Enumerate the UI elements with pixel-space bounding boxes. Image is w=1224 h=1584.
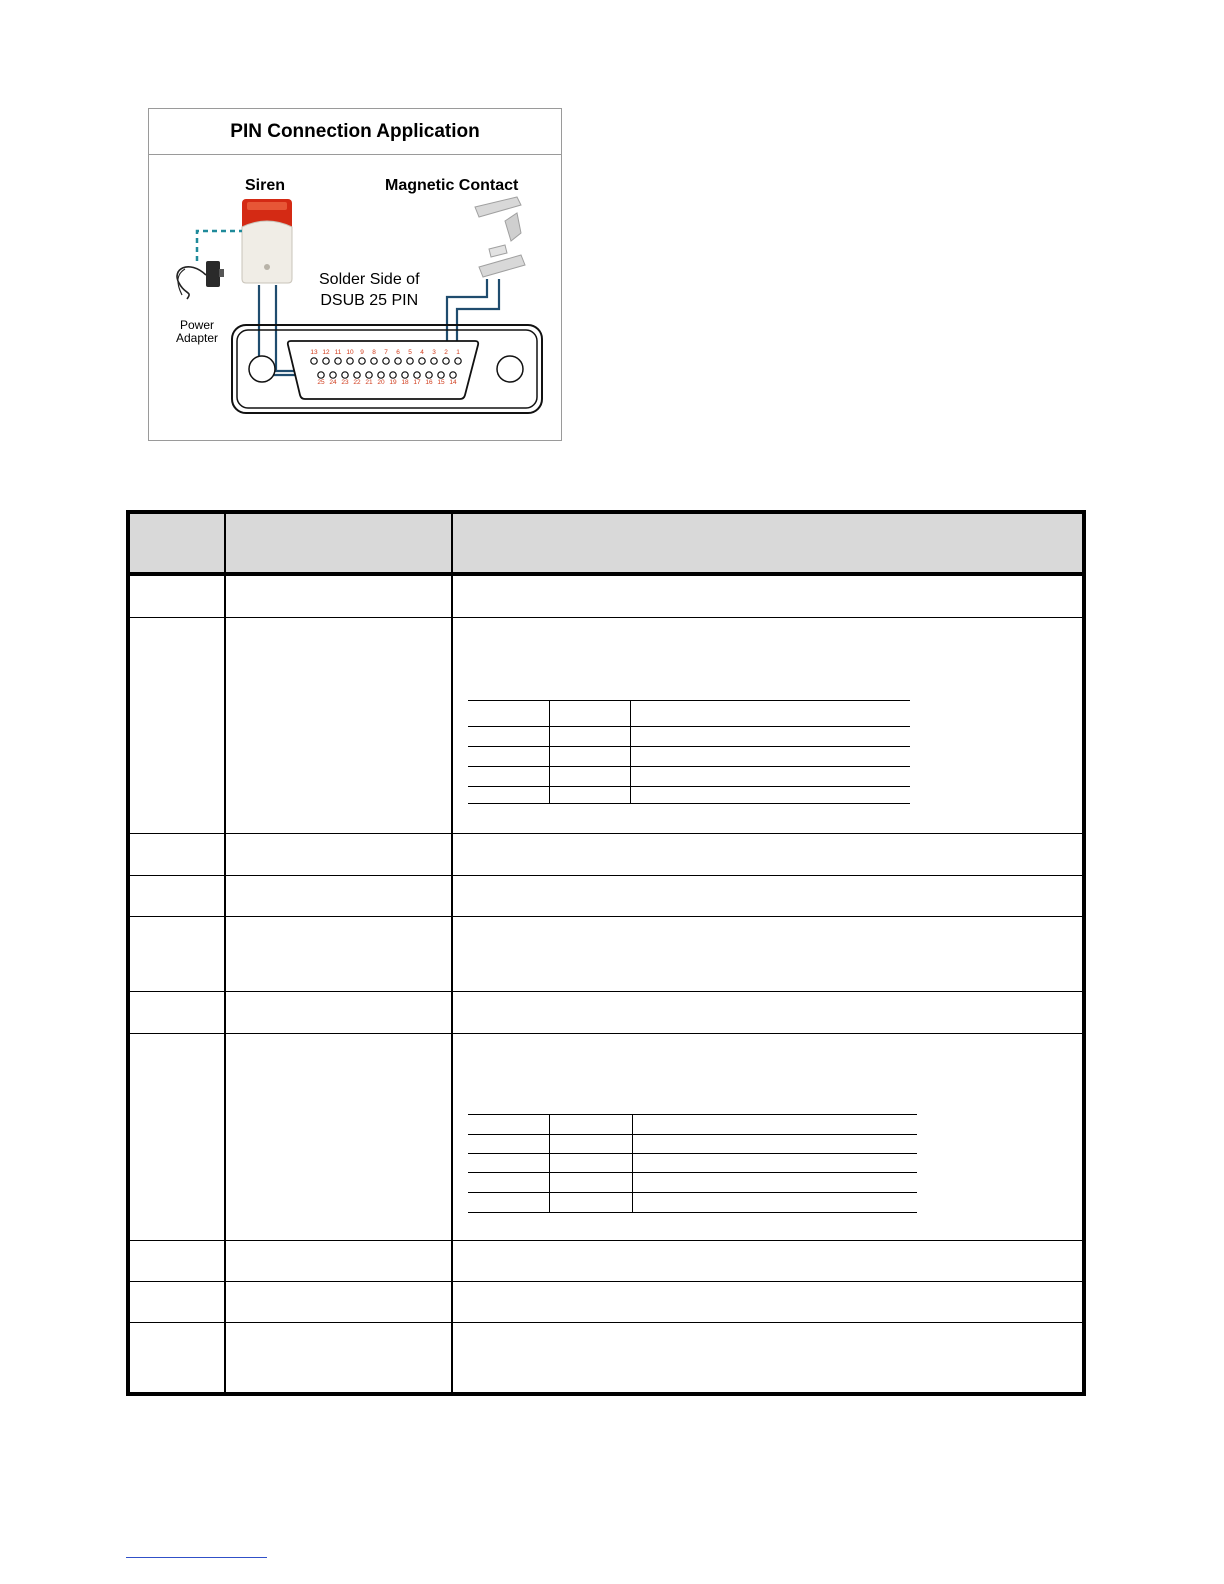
pin-connection-figure — [148, 108, 562, 441]
pin-number-24: 24 — [329, 379, 337, 386]
pin-number-18: 18 — [401, 379, 409, 386]
pin-number-22: 22 — [353, 379, 361, 386]
pin-number-7: 7 — [384, 349, 388, 356]
pin-25 — [318, 372, 324, 378]
pin-18 — [402, 372, 408, 378]
footer-link-underline[interactable] — [126, 1557, 267, 1558]
table-row — [130, 876, 1082, 917]
pin-24 — [330, 372, 336, 378]
pin-9 — [359, 358, 365, 364]
solder-side-label — [319, 269, 420, 311]
figure-title: PIN Connection Application — [149, 109, 561, 155]
pin-6 — [395, 358, 401, 364]
power-line-1: Power — [179, 318, 214, 332]
pin-number-20: 20 — [377, 379, 385, 386]
pin-number-21: 21 — [365, 379, 373, 386]
table-row — [130, 576, 1082, 618]
pin-23 — [342, 372, 348, 378]
table-row — [130, 1241, 1082, 1282]
pin-16 — [426, 372, 432, 378]
pin-3 — [431, 358, 437, 364]
power-adapter-icon — [177, 261, 224, 299]
pin-21 — [366, 372, 372, 378]
pin-11 — [335, 358, 341, 364]
sub-table — [468, 1114, 917, 1213]
pin-number-4: 4 — [420, 349, 424, 356]
solder-line-1: Solder Side of — [319, 271, 420, 288]
pin-number-3: 3 — [432, 349, 436, 356]
pin-17 — [414, 372, 420, 378]
column-divider — [451, 514, 453, 1392]
table-row — [130, 618, 1082, 834]
pin-number-9: 9 — [360, 349, 364, 356]
pin-number-10: 10 — [346, 349, 354, 356]
pin-number-17: 17 — [413, 379, 421, 386]
pin-5 — [407, 358, 413, 364]
pin-1 — [455, 358, 461, 364]
pin-8 — [371, 358, 377, 364]
pin-definition-table — [126, 510, 1086, 1396]
pin-2 — [443, 358, 449, 364]
pin-number-1: 1 — [456, 349, 460, 356]
table-row — [130, 1323, 1082, 1392]
pin-15 — [438, 372, 444, 378]
magnetic-contact-icon — [475, 197, 525, 277]
pin-4 — [419, 358, 425, 364]
pin-number-12: 12 — [322, 349, 330, 356]
table-header-row — [130, 514, 1082, 576]
pin-number-23: 23 — [341, 379, 349, 386]
power-line-2: Adapter — [175, 331, 219, 345]
pin-number-8: 8 — [372, 349, 376, 356]
pin-number-14: 14 — [449, 379, 457, 386]
column-divider — [224, 514, 226, 1392]
table-row — [130, 992, 1082, 1034]
pin-19 — [390, 372, 396, 378]
pin-12 — [323, 358, 329, 364]
pin-number-16: 16 — [425, 379, 433, 386]
table-row — [130, 1034, 1082, 1241]
pin-number-6: 6 — [396, 349, 400, 356]
pin-number-25: 25 — [317, 379, 325, 386]
table-row — [130, 1282, 1082, 1323]
sub-table — [468, 700, 910, 804]
pin-number-15: 15 — [437, 379, 445, 386]
pin-number-13: 13 — [310, 349, 318, 356]
magnetic-contact-label: Magnetic Contact — [385, 177, 519, 194]
pin-14 — [450, 372, 456, 378]
screw-hole-left — [249, 356, 275, 382]
pin-number-2: 2 — [444, 349, 448, 356]
siren-label: Siren — [245, 177, 286, 194]
siren-icon — [242, 199, 292, 283]
power-adapter-label — [169, 319, 225, 345]
power-dashed-line — [197, 231, 242, 261]
pin-number-11: 11 — [334, 349, 342, 356]
pin-10 — [347, 358, 353, 364]
solder-line-2: DSUB 25 PIN — [320, 292, 419, 309]
pin-number-5: 5 — [408, 349, 412, 356]
pin-22 — [354, 372, 360, 378]
table-row — [130, 917, 1082, 992]
pin-20 — [378, 372, 384, 378]
table-row — [130, 834, 1082, 876]
pin-number-19: 19 — [389, 379, 397, 386]
pin-13 — [311, 358, 317, 364]
pin-7 — [383, 358, 389, 364]
screw-hole-right — [497, 356, 523, 382]
